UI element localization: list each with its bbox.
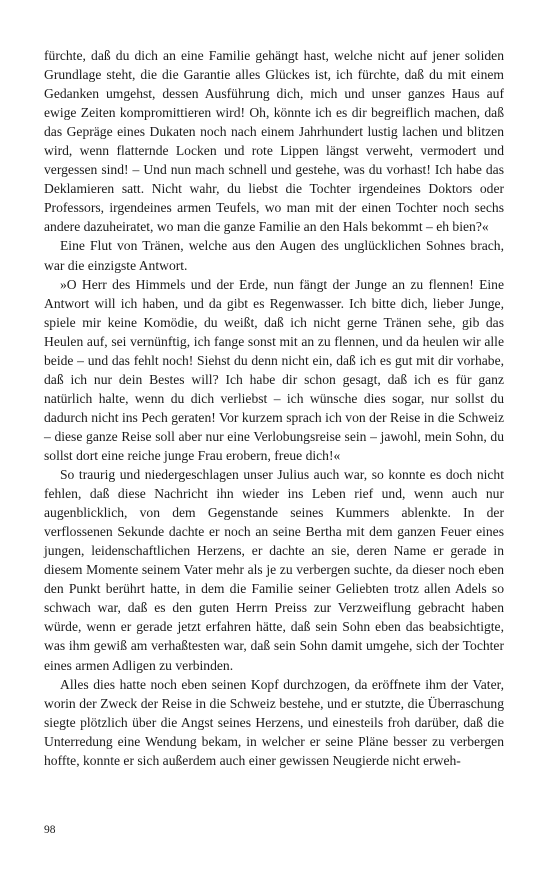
paragraph: Eine Flut von Tränen, welche aus den Augen des unglücklichen Sohnes brach, war die einzigste Antwort.: [44, 238, 504, 273]
paragraph: Alles dies hatte noch eben seinen Kopf durchzogen, da eröffnete ihm der Vater, worin der Zweck der Reise in die Schweiz bestehe, und er stutzte, die Überraschung siegte plötzlich über die Angst seines Herzens, und einesteils froh darüber, daß die Unterredung eine Wendung bekam, in welcher er seine Pläne besser zu verbergen hoffte, konnte er sich außerdem auch einer gewissen Neugierde nicht erweh-: [44, 676, 504, 768]
page-number: 98: [44, 824, 56, 836]
paragraph: »O Herr des Himmels und der Erde, nun fängt der Junge an zu flennen! Eine Antwort will ich haben, und da gibt es Regenwasser. Ich bitte dich, lieber Junge, spiele mir keine Komödie, du weißt, daß ich nicht gerne Tränen sehe, gib das Heulen auf, sei vernünftig, ich fange sonst mit an zu flennen, und da heulen wir alle beide – und das fehlt noch! Siehst du denn nicht ein, daß ich es gut mit dir vorhabe, daß ich nur dein Bestes will? Ich habe dir schon gesagt, daß ich es für ganz natürlich halte, wenn du dich verliebst – ich wünsche dies sogar, nur sollst du dadurch nicht ins Pech geraten! Vor kurzem sprach ich von der Reise in die Schweiz – diese ganze Reise soll aber nur eine Verlobungsreise sein – jawohl, mein Sohn, du sollst dort eine reiche junge Frau erobern, freue dich!«: [44, 276, 504, 463]
page-body: [44, 46, 504, 770]
paragraph-continued: fürchte, daß du dich an eine Familie gehängt hast, welche nicht auf jener soliden Grundlage steht, die die Garantie alles Glückes ist, ich fürchte, daß du mit einem Gedanken umgehst, dessen Ausführung dich, mich und unser ganzes Haus auf ewige Zeiten kompromittieren wird! Oh, könnte ich es dir begreiflich machen, daß das Gepräge eines Dukaten noch nach einem Jahrhundert lustig lachen und blitzen wird, wenn flatternde Locken und rote Lippen längst verweht, vermodert und vergessen sind! – Und nun mach schnell und gestehe, was du vorhast! Ich habe das Deklamieren satt. Nicht wahr, du liebst die Tochter irgendeines Doktors oder Professors, irgendeines armen Teufels, wo man mit der einen Tochter noch sechs andere dazuheiratet, wo man die ganze Familie an den Hals bekommt – eh bien?«: [44, 48, 504, 235]
paragraph: So traurig und niedergeschlagen unser Julius auch war, so konnte es doch nicht fehlen, daß diese Nachricht ihn wieder ins Leben rief und, wenn auch nur augenblicklich, von dem Gegenstande seines Kummers ablenkte. In der verflossenen Sekunde dachte er noch an seine Bertha mit dem ganzen Feuer eines jungen, leidenschaftlichen Herzens, er dachte an sie, deren Name er gerade in diesem Momente seinem Vater mehr als je zu verbergen suchte, da dieser noch eben den Punkt berührt hatte, in dem die Familie seiner Geliebten trotz allen Adels so schwach war, daß es den guten Herrn Preiss zur Verzweiflung gebracht haben würde, wenn er gerade jetzt erfahren hätte, daß sein Sohn eben das beabsichtigte, was ihm gewiß am verhaßtesten war, daß sein Sohn damit umgehe, sich der Tochter eines armen Adligen zu verbinden.: [44, 467, 504, 673]
